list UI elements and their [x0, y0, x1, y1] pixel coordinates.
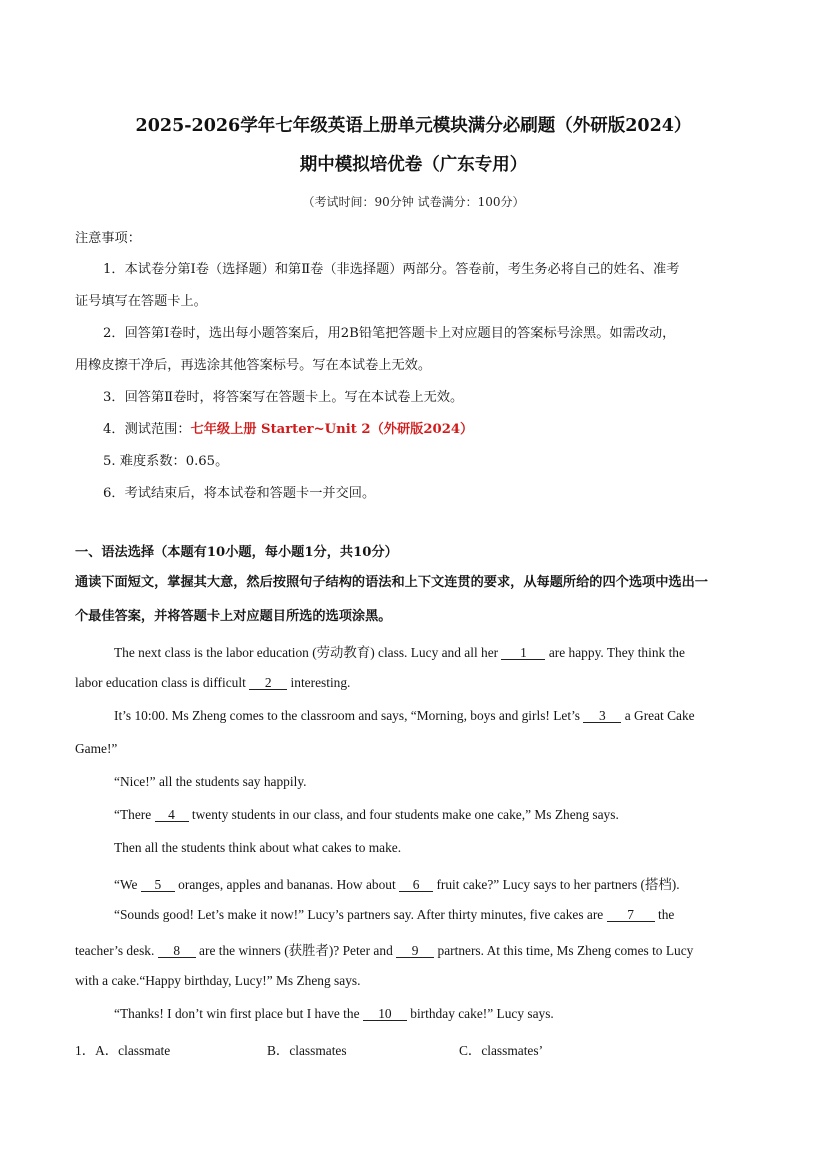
- passage-line-1: [114, 642, 685, 661]
- passage-line-3: [114, 708, 695, 724]
- passage-line-4: Game!”: [75, 741, 118, 756]
- blank-7: 7: [607, 909, 655, 922]
- passage-text: birthday cake!” Lucy says.: [410, 1006, 554, 1021]
- exam-title: 2025-2026学年七年级英语上册单元模块满分必刷题（外研版2024）: [135, 116, 692, 136]
- question-1: [75, 1040, 170, 1059]
- notice-item-1b: 证号填写在答题卡上。: [75, 294, 207, 309]
- section-heading: 一、语法选择（本题有10小题，每小题1分，共10分）: [75, 545, 398, 560]
- passage-text: “Thanks! I don’t win first place but I have the: [114, 1006, 360, 1021]
- exam-info: （考试时间：90分钟 试卷满分：100分）: [302, 195, 525, 209]
- notice-item-2a: 2．回答第Ⅰ卷时，选出每小题答案后，用2B铅笔把答题卡上对应题目的答案标号涂黑。如需改动，: [103, 326, 676, 341]
- passage-text: a Great Cake: [624, 708, 695, 723]
- passage-text: are happy. They think the: [548, 645, 685, 660]
- passage-text: interesting.: [290, 675, 351, 690]
- passage-text: oranges, apples and bananas. How about: [178, 877, 396, 892]
- blank-2: 2: [249, 677, 287, 690]
- blank-3: 3: [583, 710, 621, 723]
- option-c[interactable]: C．classmates’: [459, 1043, 544, 1058]
- blank-8: 8: [158, 945, 196, 958]
- notice-item-4: [103, 418, 473, 437]
- notice-heading: 注意事项：: [75, 231, 141, 246]
- passage-line-12: [114, 1006, 554, 1022]
- option-a[interactable]: A．classmate: [95, 1043, 171, 1058]
- passage-line-6: [114, 807, 619, 823]
- passage-text: “Sounds good! Let’s make it now!” Lucy’s partners say. After thirty minutes, five cakes are: [114, 907, 604, 922]
- passage-text: labor education class is difficult: [75, 675, 246, 690]
- blank-4: 4: [155, 809, 189, 822]
- passage-line-9: [114, 907, 674, 923]
- blank-1: 1: [501, 647, 545, 660]
- passage-text: The next class is the labor education (劳动教育) class. Lucy and all her: [114, 645, 499, 660]
- notice-item-1a: 1．本试卷分第Ⅰ卷（选择题）和第Ⅱ卷（非选择题）两部分。答卷前，考生务必将自己的姓名、准考: [103, 262, 680, 277]
- passage-text: teacher’s desk.: [75, 943, 155, 958]
- passage-text: “We: [114, 877, 138, 892]
- blank-10: 10: [363, 1008, 407, 1021]
- blank-5: 5: [141, 879, 175, 892]
- passage-text: It’s 10:00. Ms Zheng comes to the classroom and says, “Morning, boys and girls! Let’s: [114, 708, 581, 723]
- passage-text: are the winners (获胜者)? Peter and: [199, 943, 393, 958]
- exam-subtitle: 期中模拟培优卷（广东专用）: [299, 155, 528, 175]
- notice-item-6: 6．考试结束后，将本试卷和答题卡一并交回。: [103, 486, 376, 501]
- notice-item-2b: 用橡皮擦干净后，再选涂其他答案标号。写在本试卷上无效。: [75, 358, 432, 373]
- section-instruction-b: 个最佳答案，并将答题卡上对应题目所选的选项涂黑。: [75, 609, 392, 624]
- passage-line-10: [75, 940, 693, 959]
- blank-9: 9: [396, 945, 434, 958]
- passage-text: partners. At this time, Ms Zheng comes to Lucy: [437, 943, 694, 958]
- passage-line-8: [114, 874, 680, 893]
- option-b[interactable]: B．classmates: [267, 1043, 347, 1058]
- passage-text: the: [657, 907, 675, 922]
- notice-item-5: 5. 难度系数：0.65。: [103, 454, 229, 469]
- passage-text: “There: [114, 807, 152, 822]
- test-scope: 七年级上册 Starter~Unit 2（外研版2024）: [190, 422, 474, 437]
- question-number: 1．: [75, 1043, 96, 1058]
- passage-line-2: [75, 675, 350, 691]
- notice-item-3: 3．回答第Ⅱ卷时，将答案写在答题卡上。写在本试卷上无效。: [103, 390, 464, 405]
- passage-text: twenty students in our class, and four students make one cake,” Ms Zheng says.: [191, 807, 619, 822]
- notice-item-4-label: 4．测试范围：: [103, 422, 191, 437]
- blank-6: 6: [399, 879, 433, 892]
- passage-line-11: with a cake.“Happy birthday, Lucy!” Ms Zheng says.: [75, 973, 361, 988]
- passage-line-5: “Nice!” all the students say happily.: [114, 774, 307, 789]
- passage-line-7: Then all the students think about what cakes to make.: [114, 840, 402, 855]
- section-instruction-a: 通读下面短文，掌握其大意，然后按照句子结构的语法和上下文连贯的要求，从每题所给的四个选项中选出一: [75, 575, 708, 590]
- passage-text: fruit cake?” Lucy says to her partners (搭档).: [436, 877, 680, 892]
